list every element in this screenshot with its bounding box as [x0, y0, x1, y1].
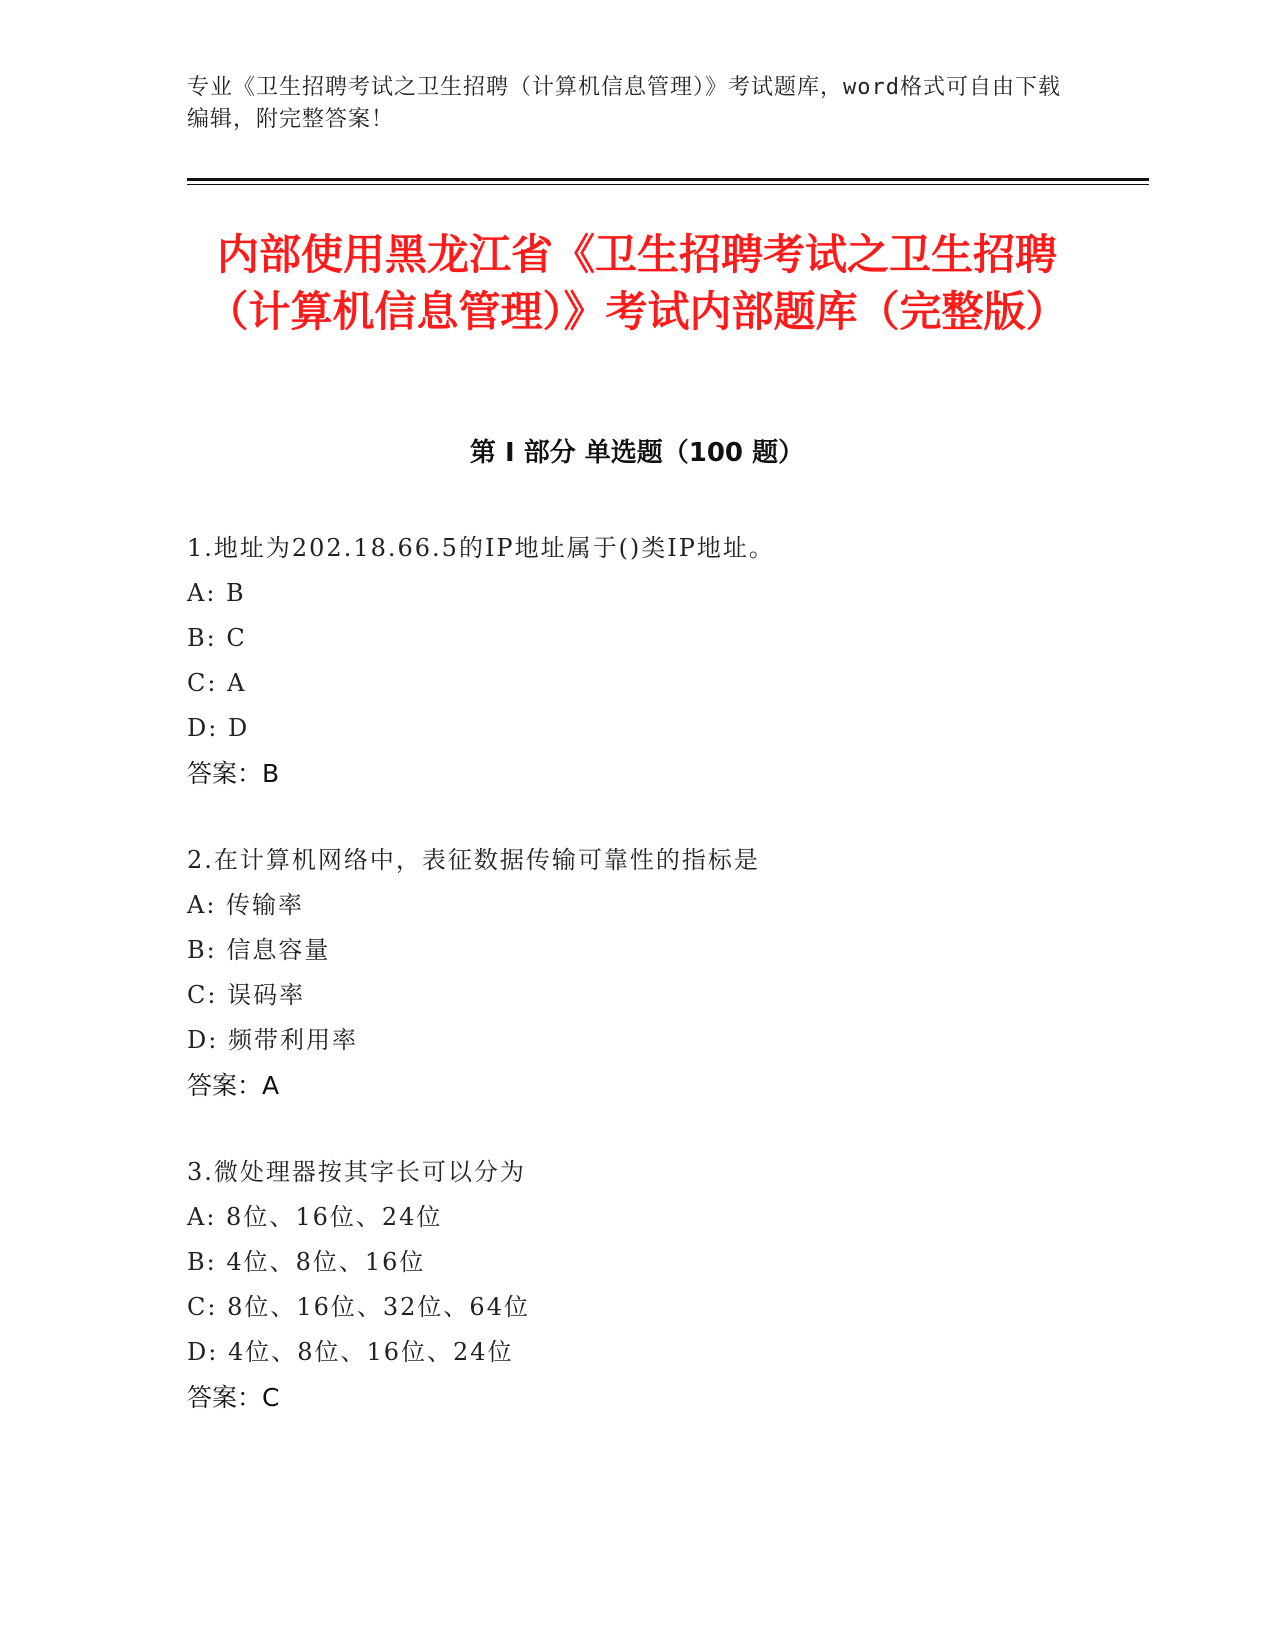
- header-divider-thin: [187, 184, 1149, 185]
- option-a: A: B: [187, 579, 246, 607]
- option-c: C: 误码率: [187, 981, 306, 1009]
- question-3: [187, 1150, 1137, 1420]
- option-a: A: 8位、16位、24位: [187, 1203, 443, 1231]
- option-b: B: 4位、8位、16位: [187, 1248, 426, 1276]
- question-1: [187, 526, 1137, 796]
- option-b: B: C: [187, 624, 247, 652]
- option-a: A: 传输率: [187, 891, 305, 919]
- question-list: [187, 526, 1137, 1462]
- question-stem: 1.地址为202.18.66.5的IP地址属于()类IP地址。: [187, 534, 775, 562]
- question-2: [187, 838, 1137, 1108]
- option-c: C: 8位、16位、32位、64位: [187, 1293, 530, 1321]
- header-divider-thick: [187, 178, 1149, 181]
- section-heading: 第 I 部分 单选题（100 题）: [469, 438, 805, 468]
- document-title: 内部使用黑龙江省《卫生招聘考试之卫生招聘（计算机信息管理）》考试内部题库（完整版）: [206, 230, 1068, 336]
- answer: 答案：B: [187, 759, 280, 788]
- header-note: 专业《卫生招聘考试之卫生招聘（计算机信息管理）》考试题库，word格式可自由下载编辑，附完整答案！: [187, 75, 1061, 132]
- option-b: B: 信息容量: [187, 936, 331, 964]
- option-d: D: 4位、8位、16位、24位: [187, 1338, 514, 1366]
- answer: 答案：C: [187, 1383, 280, 1412]
- option-d: D: 频带利用率: [187, 1026, 358, 1054]
- question-stem: 3.微处理器按其字长可以分为: [187, 1158, 526, 1186]
- option-d: D: D: [187, 714, 250, 742]
- option-c: C: A: [187, 669, 247, 697]
- answer: 答案：A: [187, 1071, 280, 1100]
- question-stem: 2.在计算机网络中，表征数据传输可靠性的指标是: [187, 846, 760, 874]
